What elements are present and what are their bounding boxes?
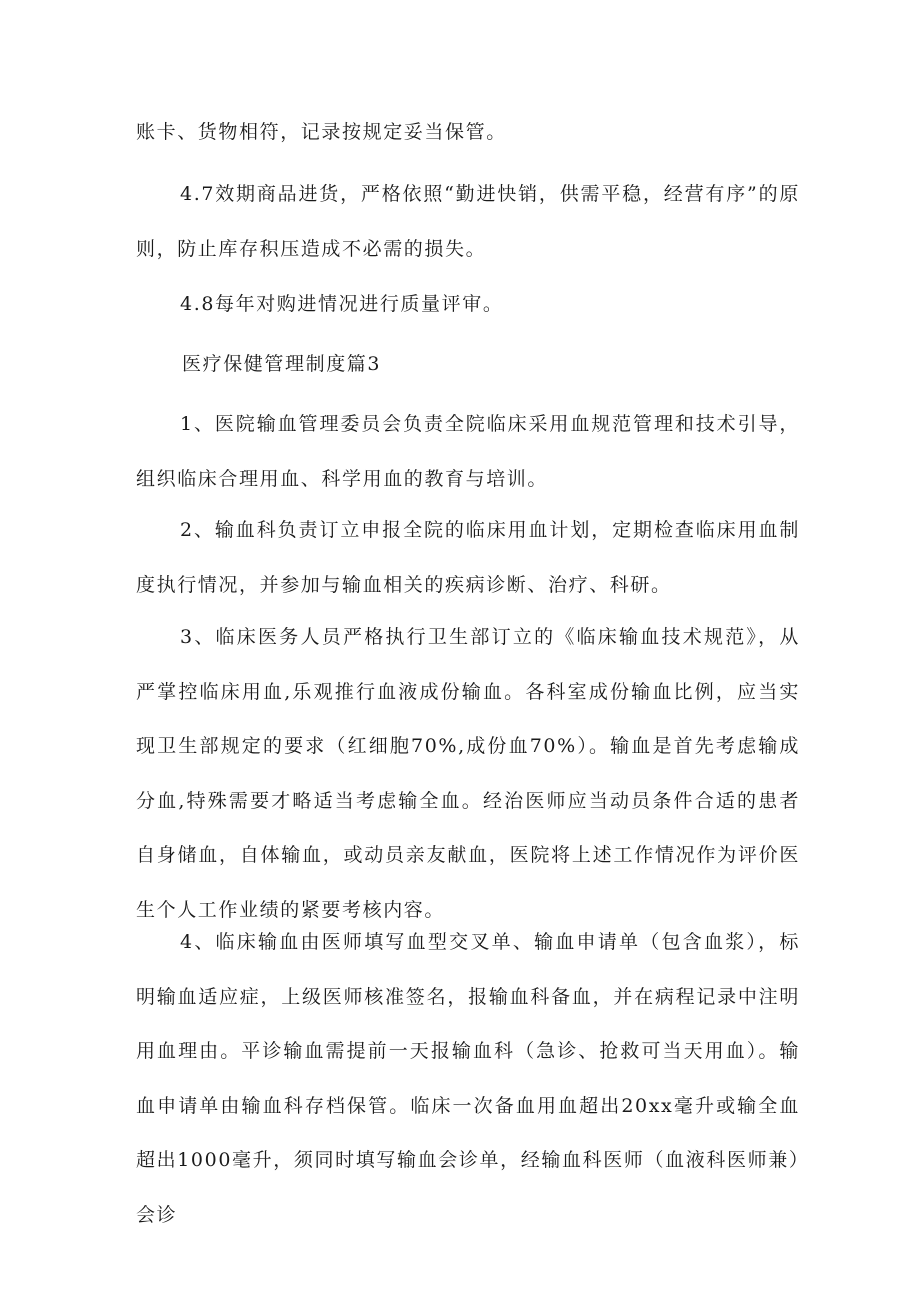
paragraph-4-7: 4.7效期商品进货，严格依照“勤进快销，供需平稳，经营有序”的原则，防止库存积压造成不必需的损失。 <box>136 183 800 260</box>
paragraph-continued: 账卡、货物相符，记录按规定妥当保管。 <box>136 121 507 143</box>
section-heading: 医疗保健管理制度篇3 <box>182 353 382 375</box>
paragraph-item-1: 1、医院输血管理委员会负责全院临床采用血规范管理和技术引导，组织临床合理用血、科学用血的教育与培训。 <box>136 413 800 490</box>
paragraph-item-3: 3、临床医务人员严格执行卫生部订立的《临床输血技术规范》，从严掌控临床用血,乐观推行血液成份输血。各科室成份输血比例，应当实现卫生部规定的要求（红细胞70%,成份血70%）。输血是首先考虑输成分血,特殊需要才略适当考虑输全血。经治医师应当动员条件合适的患者自身储血，自体输血，或动员亲友献血，医院将上述工作情况作为评价医生个人工作业绩的紧要考核内容。 <box>136 626 800 921</box>
paragraph-4-8: 4.8每年对购进情况进行质量评审。 <box>180 293 504 315</box>
paragraph-item-2: 2、输血科负责订立申报全院的临床用血计划，定期检查临床用血制度执行情况，并参加与输血相关的疾病诊断、治疗、科研。 <box>136 519 800 596</box>
paragraph-item-4: 4、临床输血由医师填写血型交叉单、输血申请单（包含血浆），标明输血适应症，上级医师核准签名，报输血科备血，并在病程记录中注明用血理由。平诊输血需提前一天报输血科（急诊、抢救可当天用血）。输血申请单由输血科存档保管。临床一次备血用血超出20xx毫升或输全血超出1000毫升，须同时填写输血会诊单，经输血科医师（血液科医师兼）会诊 <box>136 931 800 1226</box>
